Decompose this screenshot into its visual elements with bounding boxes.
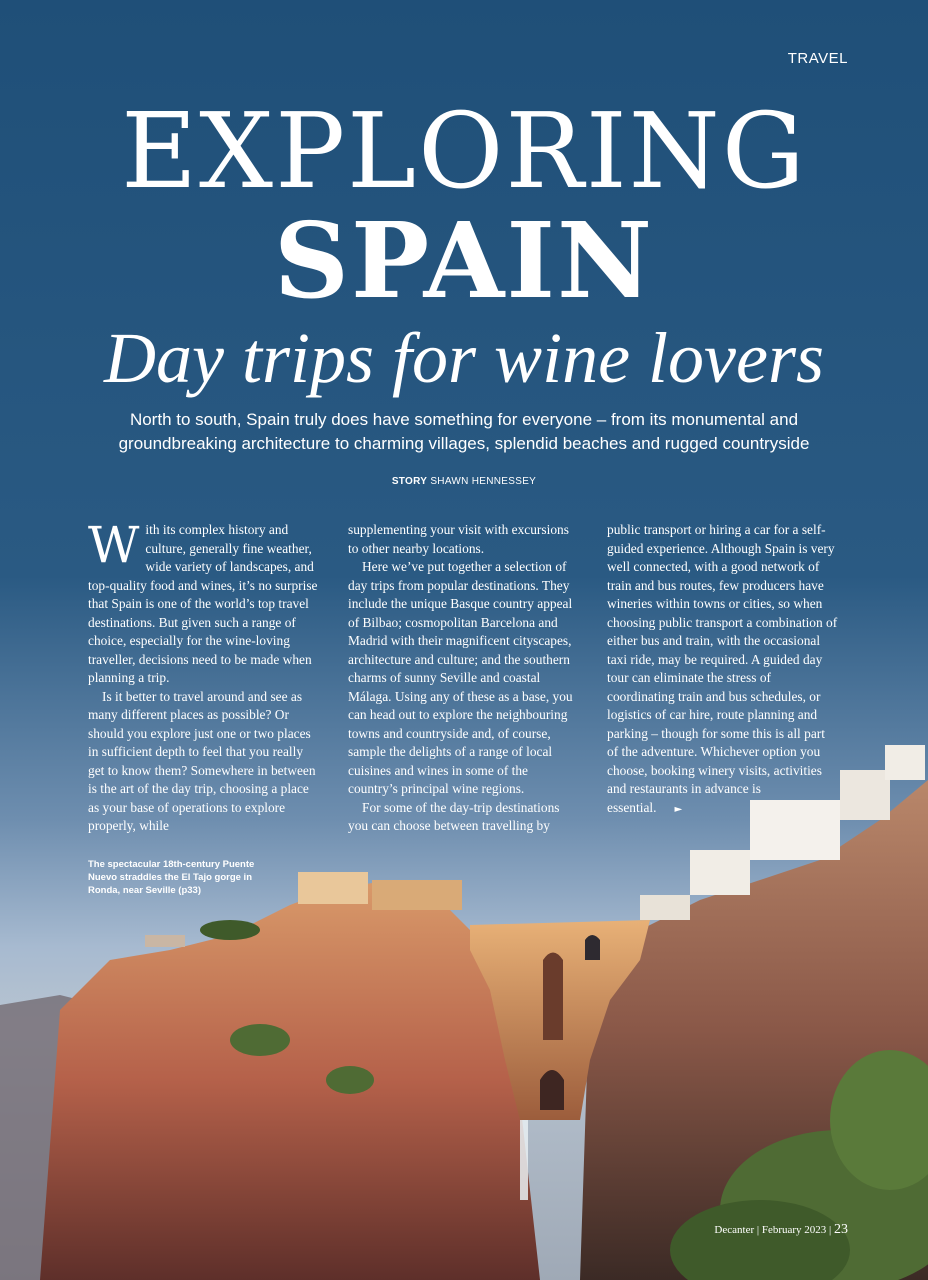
paragraph-4-continued [607,521,839,819]
folio-magazine: Decanter [714,1224,755,1236]
body-column-3 [607,521,839,819]
paragraph-2-continued: supplementing your visit with excursions to other nearby locations. [348,522,569,556]
paragraph-1 [88,516,320,688]
headline-subtitle: Day trips for wine lovers [104,318,824,398]
continue-arrow-icon: ► [674,803,683,815]
byline-label: STORY [391,476,428,487]
standfirst: North to south, Spain truly does have something for everyone – from its monumental and groundbreaking architecture to charming villages, splendid beaches and rugged countryside [118,410,810,453]
page-folio: Decanter | February 2023 | 23 [714,1222,848,1237]
folio-issue: February 2023 [761,1224,827,1236]
paragraph-4-continued-text: public transport or hiring a car for a self-guided experience. Although Spain is very well connected, with a good network of train and bus routes, few producers have wineries within towns or cities, so when choosing public transport a combination of either bus and train, with the occasional taxi ride, may be required. A guided day tour can eliminate the stress of coordinating train and bus schedules, or logistics of car hire, route planning and parking – though for some this is all part of the adventure. Whichever option you choose, booking winery visits, activities and restaurants in advance is essential. [607,522,838,815]
headline-line-1: EXPLORING [121,90,807,212]
paragraph-1-text: ith its complex history and culture, generally fine weather, wide variety of landscapes, and top-quality food and wines, it’s no surprise that Spain is one of the world’s top travel destinations. But given such a range of choice, especially for the wine-loving traveller, decisions need to be made when planning a trip. [88,522,318,685]
drop-cap: W [88,516,140,574]
photo-caption: The spectacular 18th-century Puente Nuevo straddles the El Tajo gorge in Ronda, near Seville (p33) [88,859,255,896]
byline [0,476,928,487]
byline-author: SHAWN HENNESSEY [430,476,537,487]
page-number: 23 [834,1222,848,1237]
paragraph-2: Is it better to travel around and see as many different places as possible? Or should you explore just one or two places in sufficient depth to feel that you really get to know them? Somewhere in between is the art of the day trip, choosing a place as your base of operations to explore properly, while [88,688,316,833]
paragraph-4: For some of the day-trip destinations you can choose between travelling by [348,799,560,833]
paragraph-3: Here we’ve put together a selection of day trips from popular destinations. They include the unique Basque country appeal of Bilbao; cosmopolitan Barcelona and Madrid with their magnificent cityscapes, architecture and culture; and the southern charms of sunny Seville and coastal Málaga. Using any of these as a base, you can head out to explore the neighbouring towns and countryside and, of course, sample the delights of a range of local cuisines and wines in some of the country’s principal wine regions. [348,559,573,796]
headline-line-2: SPAIN [273,199,655,322]
body-column-2 [348,521,580,836]
body-column-1 [88,516,320,836]
section-label: TRAVEL [787,50,848,67]
